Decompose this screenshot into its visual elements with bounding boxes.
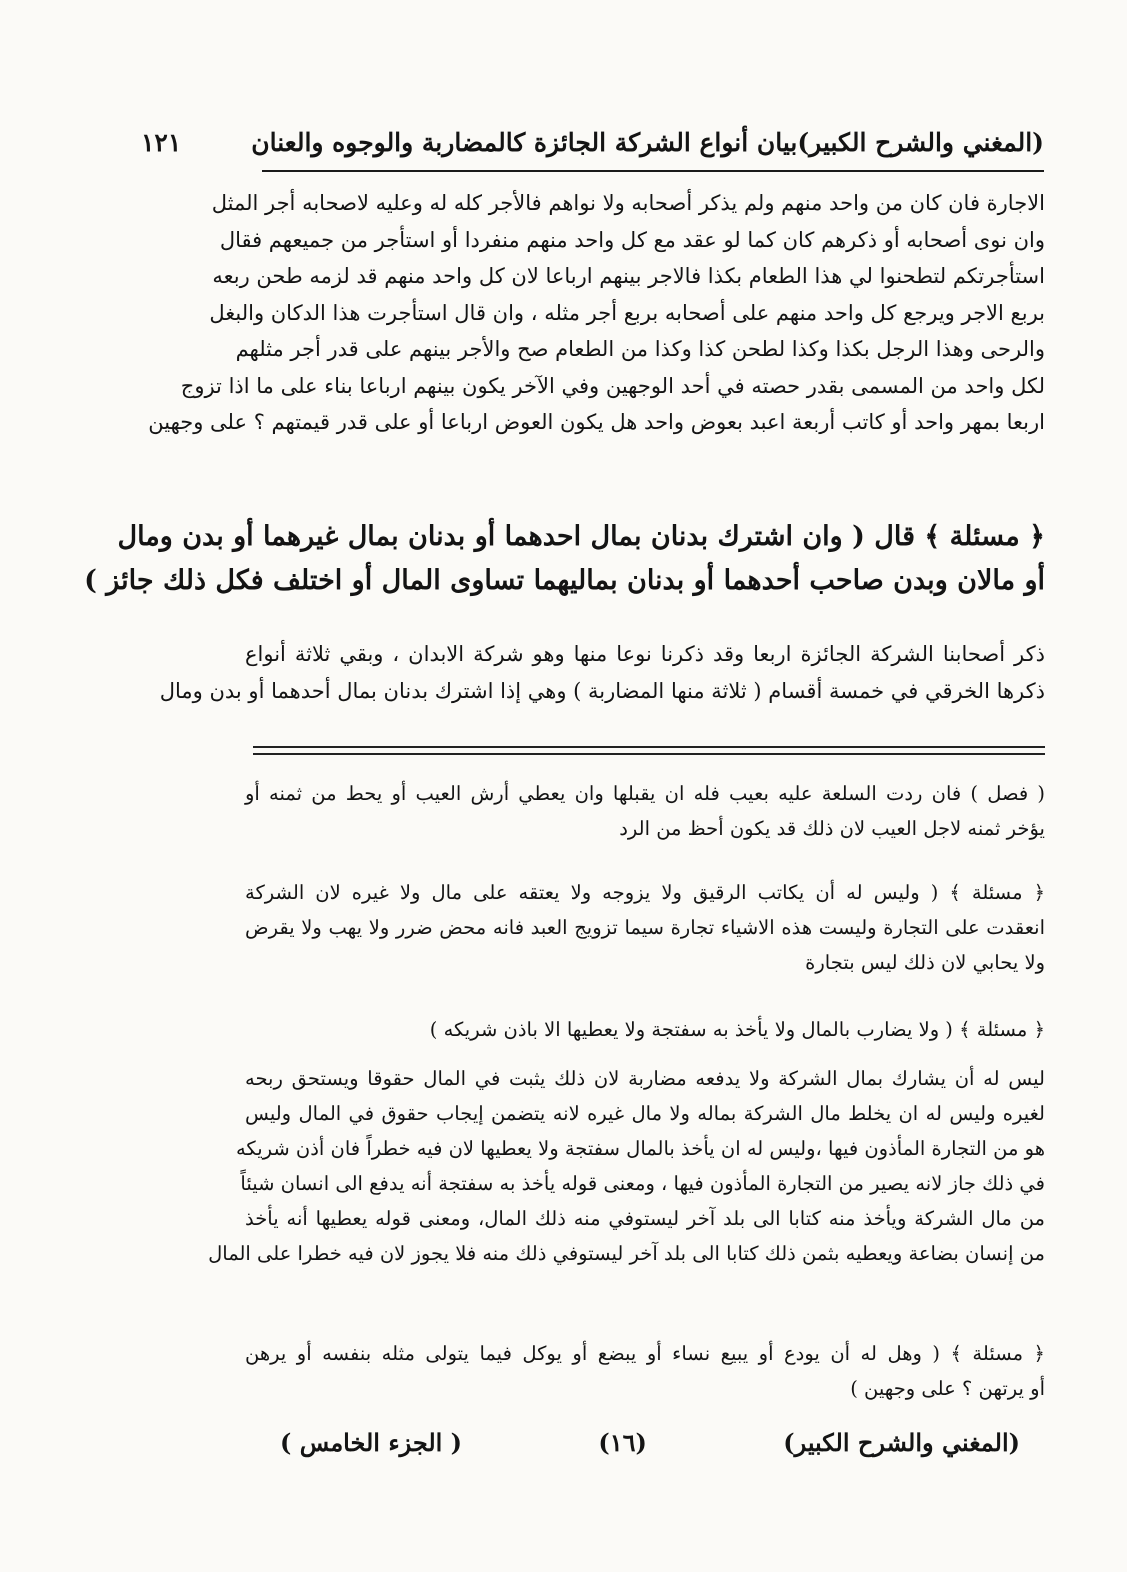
text-line: ( فصل ) فان ردت السلعة عليه بعيب فله ان يقبلها وان يعطي أرش العيب أو يحط من ثمنه أو (245, 782, 1045, 805)
text-line: لكل واحد من المسمى بقدر حصته في أحد الوجهين وفي الآخر يكون بينهم ارباعا بناء على ما اذا تزوج (180, 373, 1045, 398)
header-left-group (141, 128, 797, 157)
masala-1 (245, 875, 1045, 980)
text-line: ليس له أن يشارك بمال الشركة ولا يدفعه مضاربة لان ذلك يثبت في المال حقوقا ويستحق ربحه (245, 1067, 1045, 1090)
text-line: ذكرها الخرقي في خمسة أقسام ( ثلاثة منها المضاربة ) وهي إذا اشترك بدنان بمال أحدهما أو بدن ومال (159, 679, 1045, 703)
fasl-section (245, 776, 1045, 846)
header-page-number: ١٢١ (140, 127, 182, 157)
header-rule (262, 170, 1044, 172)
text-line: من إنسان بضاعة ويعطيه بثمن ذلك كتابا الى بلد آخر ليستوفي ذلك منه فلا يجوز لان فيه خطرا على المال (208, 1242, 1045, 1265)
masala-3 (245, 1336, 1045, 1406)
text-line: ﴿ مسئلة ﴾ ( وهل له أن يودع أو يبيع نساء أو يبضع أو يوكل فيما يتولى مثله بنفسه أو يرهن (245, 1342, 1045, 1365)
section-divider (253, 746, 1045, 755)
text-line: ﴿ مسئلة ﴾ ( وليس له أن يكاتب الرقيق ولا يزوجه ولا يعتقه على مال ولا غيره لان الشركة (245, 881, 1045, 904)
text-line: والرحى وهذا الرجل بكذا وكذا لطحن كذا وكذا من الطعام صح والأجر بينهم على قدر أجر مثلهم (235, 337, 1045, 361)
text-line: الاجارة فان كان من واحد منهم ولم يذكر أصحابه ولا نواهم فالأجر كله له وعليه لاصحابه أجر المثل (211, 191, 1045, 215)
text-line: بربع الاجر ويرجع كل واحد منهم على أصحابه بربع أجر مثله ، وان قال استأجرت هذا الدكان والبغل (209, 300, 1045, 325)
text-line: أو يرتهن ؟ على وجهين ) (850, 1377, 1045, 1400)
text-line: لغيره وليس له ان يخلط مال الشركة بماله ولا مال غيره لانه يتضمن إيجاب حقوق في المال وليس (245, 1102, 1045, 1125)
page-footer (280, 1420, 1020, 1464)
text-line: في ذلك جاز لانه يصير من التجارة المأذون فيها ، ومعنى قوله يأخذ به سفتجة أنه يدفع الى انسان شيئاً (240, 1172, 1045, 1195)
header-chapter-title: بيان أنواع الشركة الجائزة كالمضاربة والوجوه والعنان (251, 127, 798, 157)
masala-line: ﴿ مسئلة ﴾ قال ( وان اشترك بدنان بمال احدهما أو بدنان بمال غيرهما أو بدن ومال (117, 521, 1045, 552)
masala-line: أو مالان وبدن صاحب أحدهما أو بدنان بماليهما تساوى المال أو اختلف فكل ذلك جائز ) (84, 565, 1045, 596)
masala-2 (245, 1012, 1045, 1047)
footer-book-title: (المغني والشرح الكبير) (783, 1427, 1020, 1457)
header-book-title: (المغني والشرح الكبير) (797, 127, 1044, 157)
page-header (140, 118, 1044, 166)
text-line: يؤخر ثمنه لاجل العيب لان ذلك قد يكون أحظ من الرد (619, 817, 1045, 840)
text-line: وان نوى أصحابه أو ذكرهم كان كما لو عقد مع كل واحد منهم منفردا أو استأجر من جميعهم فقال (219, 227, 1045, 252)
text-line: ذكر أصحابنا الشركة الجائزة اربعا وقد ذكرنا نوعا منها وهو شركة الابدان ، وبقي ثلاثة أنواع (245, 642, 1045, 666)
footer-signature-number: (١٦) (598, 1427, 647, 1457)
text-line: من مال الشركة ويأخذ منه كتابا الى بلد آخر ليستوفي منه ذلك المال، ومعنى قوله يعطيها أنه يأخذ (245, 1207, 1045, 1230)
text-line: استأجرتكم لتطحنوا لي هذا الطعام بكذا فالاجر بينهم ارباعا لان كل واحد منهم قد لزمه طحن ربعه (212, 264, 1045, 288)
text-line: هو من التجارة المأذون فيها ،وليس له ان يأخذ بالمال سفتجة ولا يعطيها لان فيه خطراً فان أذن شريكه (235, 1137, 1045, 1160)
commentary-upper (148, 185, 1045, 441)
text-line: ولا يحابي لان ذلك ليس بتجارة (805, 951, 1045, 974)
text-line: ﴿ مسئلة ﴾ ( ولا يضارب بالمال ولا يأخذ به سفتجة ولا يعطيها الا باذن شريكه ) (429, 1018, 1045, 1041)
explanation-section (208, 1061, 1045, 1271)
text-line: انعقدت على التجارة وليست هذه الاشياء تجارة سيما تزويج العبد فانه محض ضرر ولا يهب ولا يقرض (245, 916, 1045, 939)
main-masala (84, 515, 1045, 603)
footer-volume: ( الجزء الخامس ) (280, 1427, 463, 1457)
commentary-intro (159, 636, 1045, 710)
text-line: اربعا بمهر واحد أو كاتب أربعة اعبد بعوض واحد هل يكون العوض ارباعا أو على قدر قيمتهم ؟ على وجهين (148, 410, 1045, 434)
